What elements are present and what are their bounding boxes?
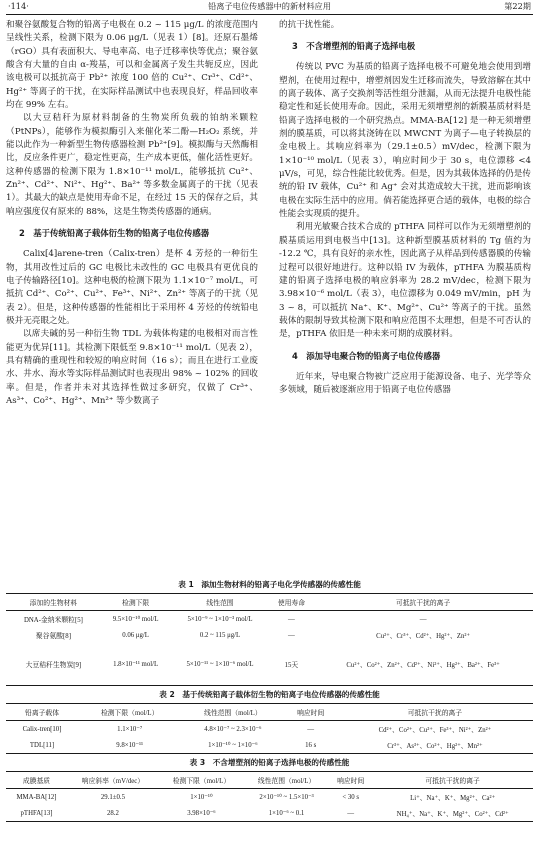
table-cell: 9.8×10⁻¹¹ bbox=[78, 737, 181, 754]
table-cell: Cd²⁺、Co²⁺、Cu²⁺、Fe³⁺、Ni²⁺、Zn²⁺ bbox=[378, 727, 492, 734]
table-header-cell: 响应斜率（mV/dec） bbox=[67, 772, 159, 789]
paragraph: 传统以 PVC 为基质的铅离子选择电极不可避免地会使用到增塑剂，在使用过程中，增塑剂因发生迁移而流失，导致溶解在其中的离子载体、离子交换剂等活性组分泄漏，从而无法提升电极性能稳定性和延长使用寿命。因此，采用无须增塑剂的新膜基质材料是铅离子选择电极的一个研究热点。MMA-BA[12] 是一种无须增塑剂的膜基质，可以将其浇铸在以 MWCNT 为离子—电子转换层的金电极上。其响应斜率为（29.1±0.5）mV/dec，检测下限为 1×10⁻¹⁰ mol/L（见表 3），响应时间少于 30 s，电位漂移 <4 μV/s，可见，综合性能比较优秀。但是，因为其载体选择的仍是传统的铅 IV 载体，Cu²⁺ 和 Ag⁺ 会对其造成较大干扰，进而影响该电极在实际生活中的应用。倘若能选择更合适的载体，电极的综合性能会实现质的提升。 bbox=[279, 62, 531, 220]
paragraph: 近年来，导电聚合物被广泛应用于能源设备、电子、光学等众多领域，随后被逐渐应用于铅离子电位传感器 bbox=[279, 371, 531, 395]
table-cell: 1×10⁻¹⁰ bbox=[190, 794, 213, 801]
table-header-cell: 可抵抗干扰的离子 bbox=[372, 772, 533, 789]
table-cell: 大豆秸秆生物炭[9] bbox=[6, 643, 101, 686]
header-rule bbox=[6, 14, 533, 15]
left-column bbox=[6, 19, 258, 408]
table-caption: 表 2 基于传统铅离子载体衍生物的铅离子电位传感器的传感性能 bbox=[159, 690, 380, 699]
table-cell: Li⁺、Na⁺、K⁺、Mg²⁺、Ca²⁺ bbox=[410, 795, 496, 802]
table-cell: Cu²⁺、Co²⁺、Zn²⁺、Cd²⁺、Ni²⁺、Hg²⁺、Ba²⁺、Fe³⁺ bbox=[313, 643, 533, 686]
table-row bbox=[6, 721, 533, 738]
table-header-cell: 可抵抗干扰的离子 bbox=[337, 704, 533, 721]
table-cell: 0.06 μg/L bbox=[122, 631, 149, 639]
table-header-cell: 线性范围（mol/L） bbox=[181, 704, 284, 721]
table-cell: 2×10⁻¹⁰ ~ 1.5×10⁻³ bbox=[259, 794, 314, 801]
table-cell: 16 s bbox=[284, 737, 336, 754]
table-cell: TDL[11] bbox=[6, 737, 78, 754]
table-cell: 聚谷氨酸[8] bbox=[35, 633, 71, 640]
table-row bbox=[6, 643, 533, 686]
table-row bbox=[6, 627, 533, 643]
table-header-cell: 响应时间 bbox=[329, 772, 372, 789]
table-cell: 28.2 bbox=[67, 805, 159, 822]
table-header-cell: 成膜基质 bbox=[6, 772, 67, 789]
table-header-cell: 使用寿命 bbox=[270, 594, 314, 611]
table-1 bbox=[6, 593, 533, 686]
table-header-cell: 添加的生物材料 bbox=[6, 594, 101, 611]
table-cell: DNA-金纳米颗粒[5] bbox=[23, 617, 83, 624]
table-header-cell: 检测下限 bbox=[101, 594, 171, 611]
table-cell: NH₄⁺、Na⁺、K⁺、Mg²⁺、Co²⁺、Cd²⁺ bbox=[372, 805, 533, 822]
table-cell: 9.5×10⁻¹⁰ mol/L bbox=[112, 616, 159, 623]
table-header-cell: 线性范围（mol/L） bbox=[244, 772, 329, 789]
table-cell: Cu²⁺、Cr³⁺、Cd²⁺、Hg²⁺、Zn²⁺ bbox=[376, 633, 471, 640]
table-2 bbox=[6, 703, 533, 754]
running-header bbox=[0, 0, 539, 14]
table-header-cell: 铅离子载体 bbox=[6, 704, 78, 721]
table-cell: 4.8×10⁻⁷ ~ 2.3×10⁻⁶ bbox=[204, 726, 262, 733]
table-cell: 0.2 ~ 115 μg/L bbox=[199, 631, 241, 639]
table-row bbox=[6, 789, 533, 806]
table-3 bbox=[6, 771, 533, 822]
table-row bbox=[6, 737, 533, 754]
section-heading: 2 基于传统铅离子载体衍生物的铅离子电位传感器 bbox=[19, 228, 210, 239]
table-header-cell: 检测下限（mol/L） bbox=[159, 772, 244, 789]
table-cell: 1×10⁻¹⁰ ~ 1×10⁻⁶ bbox=[181, 737, 284, 754]
table-cell: — bbox=[419, 615, 427, 623]
right-column bbox=[279, 19, 531, 397]
table-cell: — bbox=[307, 725, 315, 733]
table-cell: 1.8×10⁻¹¹ mol/L bbox=[101, 643, 171, 686]
table-caption: 表 3 不含增塑剂的铅离子选择电极的传感性能 bbox=[189, 758, 350, 767]
page-number: ·114· bbox=[8, 1, 29, 11]
table-caption: 表 1 添加生物材料的铅离子电化学传感器的传感性能 bbox=[178, 580, 361, 589]
table-cell: MMA-BA[12] bbox=[16, 793, 57, 801]
table-cell: Cr³⁺、As³⁺、Co²⁺、Hg²⁺、Mn²⁺ bbox=[337, 737, 533, 754]
paragraph: Calix[4]arene-tren（Calix-tren）是杯 4 芳烃的一种衍生物，其用改性过后的 GC 电极比未改性的 GC 电极具有更优良的电子传输路径[10]。这种电极的检测下限为 1.1×10⁻⁷ mol/L，可抵抗 Cd²⁺、Co²⁺、Cu²⁺、Fe³⁺、Ni²⁺、Zn²⁺ 等离子的干扰（见表 2）。但是，这种传感器的性能相比于采用杯 4 芳烃的传统铅电极并无亮眼之处。 bbox=[6, 249, 258, 326]
paragraph: 利用光敏聚合技术合成的 pTHFA 同样可以作为无须增塑剂的膜基质运用到电极当中[13]。这种新型膜基质材料的 Tg 值约为 -12.2 ℃，具有良好的亲水性，因此离子从样品到传感器膜的传输过程可以很好地进行。这种以铅 IV 为载体，pTHFA 为膜基质构建的铅离子选择电极的响应斜率为 28.2 mV/dec，检测下限为 3.98×10⁻⁶ mol/L（表 3），电位漂移为 0.049 mV/min，pH 为 3 ~ 8，可以抵抗 Na⁺、K⁺、Mg²⁺、Cu²⁺ 等离子的干扰。虽然载体的限制导致其检测下限和响应范围不太理想，但是不可否认的是，pTHFA 依旧是一种未来可期的成膜材料。 bbox=[279, 222, 531, 340]
paragraph: 以大豆秸秆为原材料制备的生物炭所负载的铂纳米颗粒（PtNPs），能够作为模拟酶引入来催化苯二酚—H₂O₂ 系统，并能以此作为一种新型生物传感器检测 Pb²⁺[9]。模拟酶与天然酶相比，反应条件更广，稳定性更高，生产成本更低，催化活性更好。这种传感器的检测下限为 1.8×10⁻¹¹ mol/L，能够抵抗 Cu²⁺、Zn²⁺、Cd²⁺、Ni²⁺、Hg²⁺、Ba²⁺ 等多数金属离子的干扰（见表 1）。其最大的缺点是使用寿命不足，在经过 15 天的保存之后，其响应强度仅有原来的 88%，这是生物类传感器的通病。 bbox=[6, 113, 258, 217]
issue-number: 第22期 bbox=[504, 1, 531, 11]
table-cell: < 30 s bbox=[342, 793, 360, 801]
table-cell: pTHFA[13] bbox=[6, 805, 67, 822]
table-header-cell: 响应时间 bbox=[284, 704, 336, 721]
table-cell: 5×10⁻⁹ ~ 1×10⁻³ mol/L bbox=[187, 616, 253, 623]
table-cell: 1×10⁻⁶ ~ 0.1 bbox=[244, 805, 329, 822]
table-row bbox=[6, 611, 533, 628]
section-heading: 4 添加导电聚合物的铅离子电位传感器 bbox=[292, 350, 441, 361]
table-row bbox=[6, 805, 533, 822]
table-cell: 5×10⁻¹¹ ~ 1×10⁻⁶ mol/L bbox=[170, 643, 269, 686]
paragraph: 的抗干扰性能。 bbox=[279, 20, 340, 30]
paragraph: 和聚谷氨酸复合物的铅离子电极在 0.2 ~ 115 μg/L 的浓度范围内呈线性关系，检测下限为 0.06 μg/L（见表 1）[8]。还原石墨烯（rGO）具有表面积大、导电率高、电子迁移率快等优点；聚谷氨酸含有大量的自由 α-羧基，可以和金属离子发生共轭反应，因此该电极可以抵抗高于 Pb²⁺ 浓度 100 倍的 Cu²⁺、Cr³⁺、Cd²⁺、Hg²⁺ 等离子的干扰，在实际样品测试中也表现良好，样品回收率均在 99% 左右。 bbox=[6, 20, 258, 111]
table-cell: 29.1±0.5 bbox=[100, 793, 126, 801]
section-heading: 3 不含增塑剂的铅离子选择电极 bbox=[292, 41, 416, 52]
table-cell: 15天 bbox=[270, 643, 314, 686]
table-cell: — bbox=[288, 615, 295, 623]
table-cell: 3.98×10⁻⁶ bbox=[159, 805, 244, 822]
table-cell: Calix-tren[10] bbox=[22, 725, 62, 733]
tables-area bbox=[6, 576, 533, 822]
table-cell: — bbox=[329, 805, 372, 822]
table-header-cell: 可抵抗干扰的离子 bbox=[313, 594, 533, 611]
table-header-cell: 检测下限（mol/L） bbox=[78, 704, 181, 721]
table-cell: — bbox=[288, 631, 295, 639]
table-cell: 1.1×10⁻⁷ bbox=[117, 726, 143, 733]
journal-title: 铅离子电位传感器中的新材料应用 bbox=[208, 1, 331, 11]
table-header-cell: 线性范围 bbox=[170, 594, 269, 611]
paragraph: 以席夫碱的另一种衍生物 TDL 为载体构建的电极相对而言性能更为优异[11]。其检测下限低至 9.8×10⁻¹¹ mol/L（见表 2），具有精确的重现性和较短的响应时间（16 s）；而且在进行工业废水、井水、海水等实际样品测试时也表现出 98% ~ 102% 的回收率。但是，作者并未对其选择性做过多研究，仅做了 Cr³⁺、As³⁺、Co²⁺、Hg²⁺、Mn²⁺ 等少数离子 bbox=[6, 329, 258, 406]
